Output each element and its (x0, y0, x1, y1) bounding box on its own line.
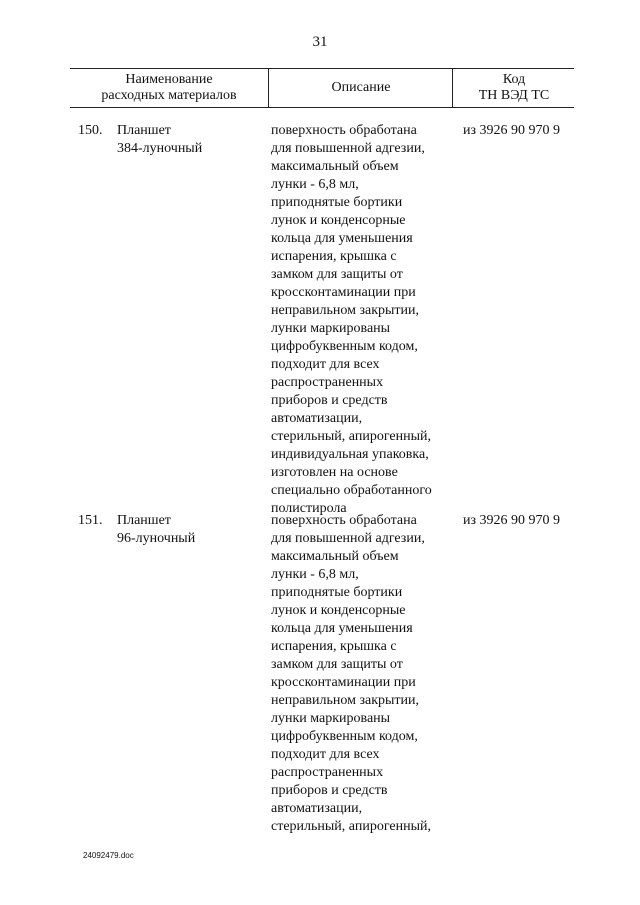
row-description (271, 122, 457, 518)
desc-line: распространенных (271, 765, 384, 780)
desc-line: подходит для всех (271, 747, 380, 762)
desc-line: кольца для уменьшения (271, 621, 413, 636)
row-description (271, 512, 457, 836)
desc-line: испарения, крышка с (271, 639, 397, 654)
header-code (452, 69, 575, 107)
desc-line: поверхность обработана (271, 513, 417, 528)
document-footer: 24092479.doc (83, 851, 134, 860)
desc-line: лунки маркированы (271, 711, 391, 726)
desc-line: кроссконтаминации при (271, 285, 416, 300)
desc-line: приборов и средств (271, 783, 388, 798)
desc-line: стерильный, апирогенный, (271, 819, 431, 834)
row-name (117, 512, 267, 548)
desc-line: лунок и конденсорные (271, 213, 406, 228)
desc-line: максимальный объем (271, 549, 399, 564)
desc-line: кольца для уменьшения (271, 231, 413, 246)
desc-line: индивидуальная упаковка, (271, 447, 429, 462)
row-name-line: Планшет (117, 123, 171, 138)
desc-line: кроссконтаминации при (271, 675, 416, 690)
desc-line: лунки - 6,8 мл, (271, 567, 359, 582)
header-code-line2: ТН ВЭД ТС (478, 88, 550, 103)
desc-line: неправильном закрытии, (271, 693, 420, 708)
desc-line: цифробуквенным кодом, (271, 339, 418, 354)
header-materials-line2: расходных материалов (101, 88, 237, 103)
desc-line: изготовлен на основе (271, 465, 398, 480)
desc-line: испарения, крышка с (271, 249, 397, 264)
desc-line: приподнятые бортики (271, 195, 403, 210)
desc-line: приборов и средств (271, 393, 388, 408)
desc-line: цифробуквенным кодом, (271, 729, 418, 744)
desc-line: автоматизации, (271, 411, 363, 426)
row-name-line: Планшет (117, 513, 171, 528)
desc-line: для повышенной адгезии, (271, 531, 425, 546)
row-name-line: 96-луночный (117, 531, 196, 546)
desc-line: полистирола (271, 501, 347, 516)
header-code-line1: Код (502, 72, 526, 87)
table-header (70, 68, 574, 108)
row-number: 151. (78, 513, 103, 528)
desc-line: стерильный, апирогенный, (271, 429, 431, 444)
row-name-line: 384-луночный (117, 141, 203, 156)
row-number: 150. (78, 123, 103, 138)
desc-line: замком для защиты от (271, 267, 403, 282)
desc-line: автоматизации, (271, 801, 363, 816)
desc-line: лунок и конденсорные (271, 603, 406, 618)
desc-line: распространенных (271, 375, 384, 390)
header-description-label: Описание (331, 80, 391, 95)
desc-line: для повышенной адгезии, (271, 141, 425, 156)
desc-line: максимальный объем (271, 159, 399, 174)
header-materials-name (70, 69, 268, 107)
header-description (268, 69, 453, 107)
row-name (117, 122, 267, 158)
desc-line: подходит для всех (271, 357, 380, 372)
desc-line: лунки - 6,8 мл, (271, 177, 359, 192)
desc-line: замком для защиты от (271, 657, 403, 672)
row-code: из 3926 90 970 9 (463, 123, 561, 138)
desc-line: неправильном закрытии, (271, 303, 420, 318)
row-code: из 3926 90 970 9 (463, 513, 561, 528)
desc-line: приподнятые бортики (271, 585, 403, 600)
desc-line: поверхность обработана (271, 123, 417, 138)
desc-line: специально обработанного (271, 483, 432, 498)
page-number: 31 (312, 34, 328, 50)
header-materials-line1: Наименование (125, 72, 213, 87)
desc-line: лунки маркированы (271, 321, 391, 336)
